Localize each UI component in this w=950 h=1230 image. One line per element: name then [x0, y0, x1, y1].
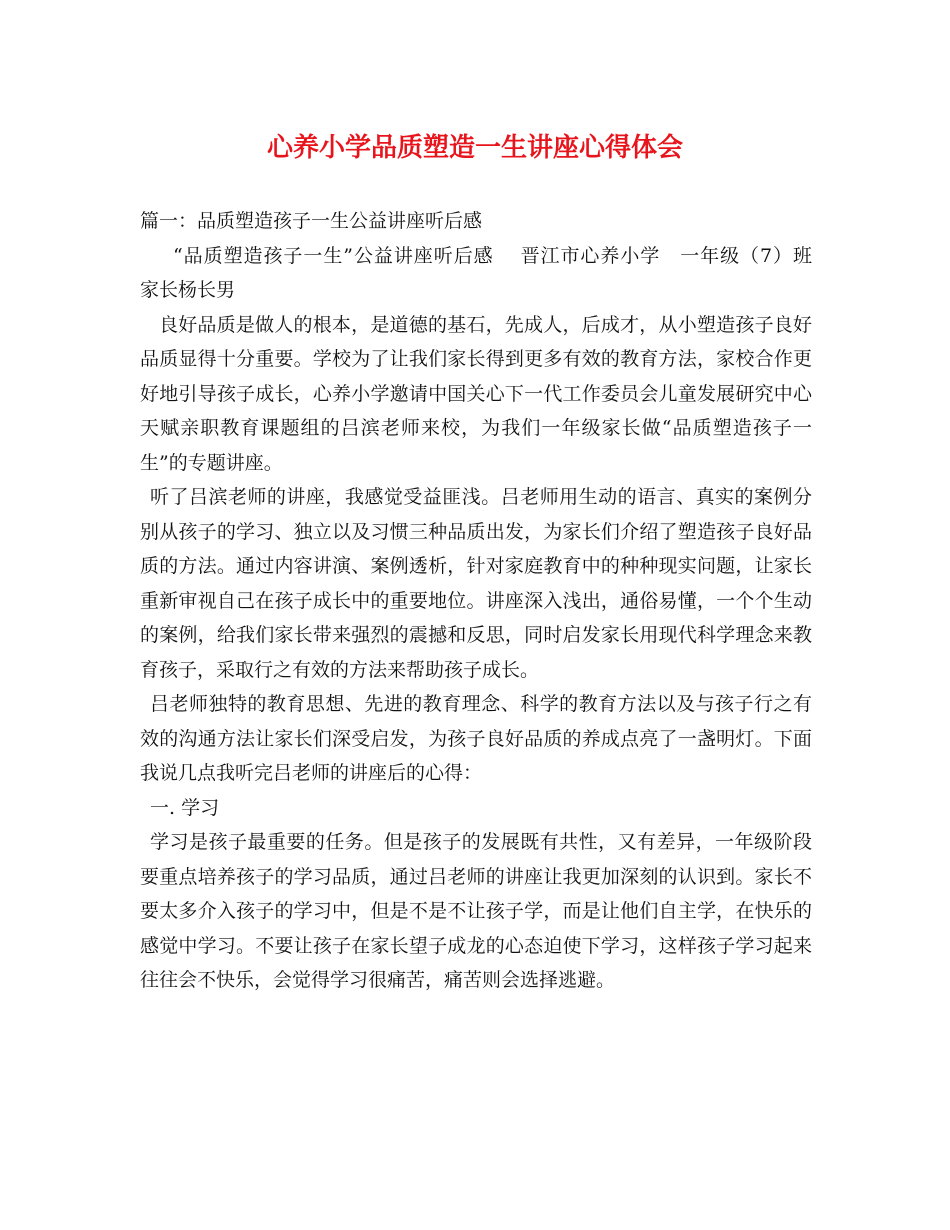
paragraph: 听了吕滨老师的讲座，我感觉受益匪浅。吕老师用生动的语言、真实的案例分别从孩子的学习、独立以及习惯三种品质出发，为家长们介绍了塑造孩子良好品质的方法。通过内容讲演、案例透析，针对家庭教育中的种种现实问题，让家长重新审视自己在孩子成长中的重要地位。讲座深入浅出，通俗易懂，一个个生动的案例，给我们家长带来强烈的震撼和反思，同时启发家长用现代科学理念来教育孩子，采取行之有效的方法来帮助孩子成长。 — [140, 486, 812, 681]
paragraph-list-heading: 一. 学习 — [150, 796, 220, 819]
document-body — [140, 204, 832, 998]
document-title: 心养小学品质塑造一生讲座心得体会 — [266, 133, 683, 163]
paragraph: 吕老师独特的教育思想、先进的教育理念、科学的教育方法以及与孩子行之有效的沟通方法让家长们深受启发，为孩子良好品质的养成点亮了一盏明灯。下面我说几点我听完吕老师的讲座后的心得： — [140, 693, 812, 784]
paragraph-section-heading: 篇一：品质塑造孩子一生公益讲座听后感 — [140, 210, 483, 232]
paragraph: 良好品质是做人的根本，是道德的基石，先成人，后成才，从小塑造孩子良好品质显得十分重要。学校为了让我们家长得到更多有效的教育方法，家校合作更好地引导孩子成长，心养小学邀请中国关心下一代工作委员会儿童发展研究中心天赋亲职教育课题组的吕滨老师来校，为我们一年级家长做“品质塑造孩子一生”的专题讲座。 — [140, 313, 812, 474]
paragraph-subtitle: “品质塑造孩子一生”公益讲座听后感 晋江市心养小学 一年级（7）班 家长杨长男 — [140, 244, 832, 301]
paragraph: 学习是孩子最重要的任务。但是孩子的发展既有共性，又有差异，一年级阶段要重点培养孩子的学习品质，通过吕老师的讲座让我更加深刻的认识到。家长不要太多介入孩子的学习中，但是不是不让孩子学，而是让他们自主学，在快乐的感觉中学习。不要让孩子在家长望子成龙的心态迫使下学习，这样孩子学习起来往往会不快乐，会觉得学习很痛苦，痛苦则会选择逃避。 — [140, 831, 812, 991]
